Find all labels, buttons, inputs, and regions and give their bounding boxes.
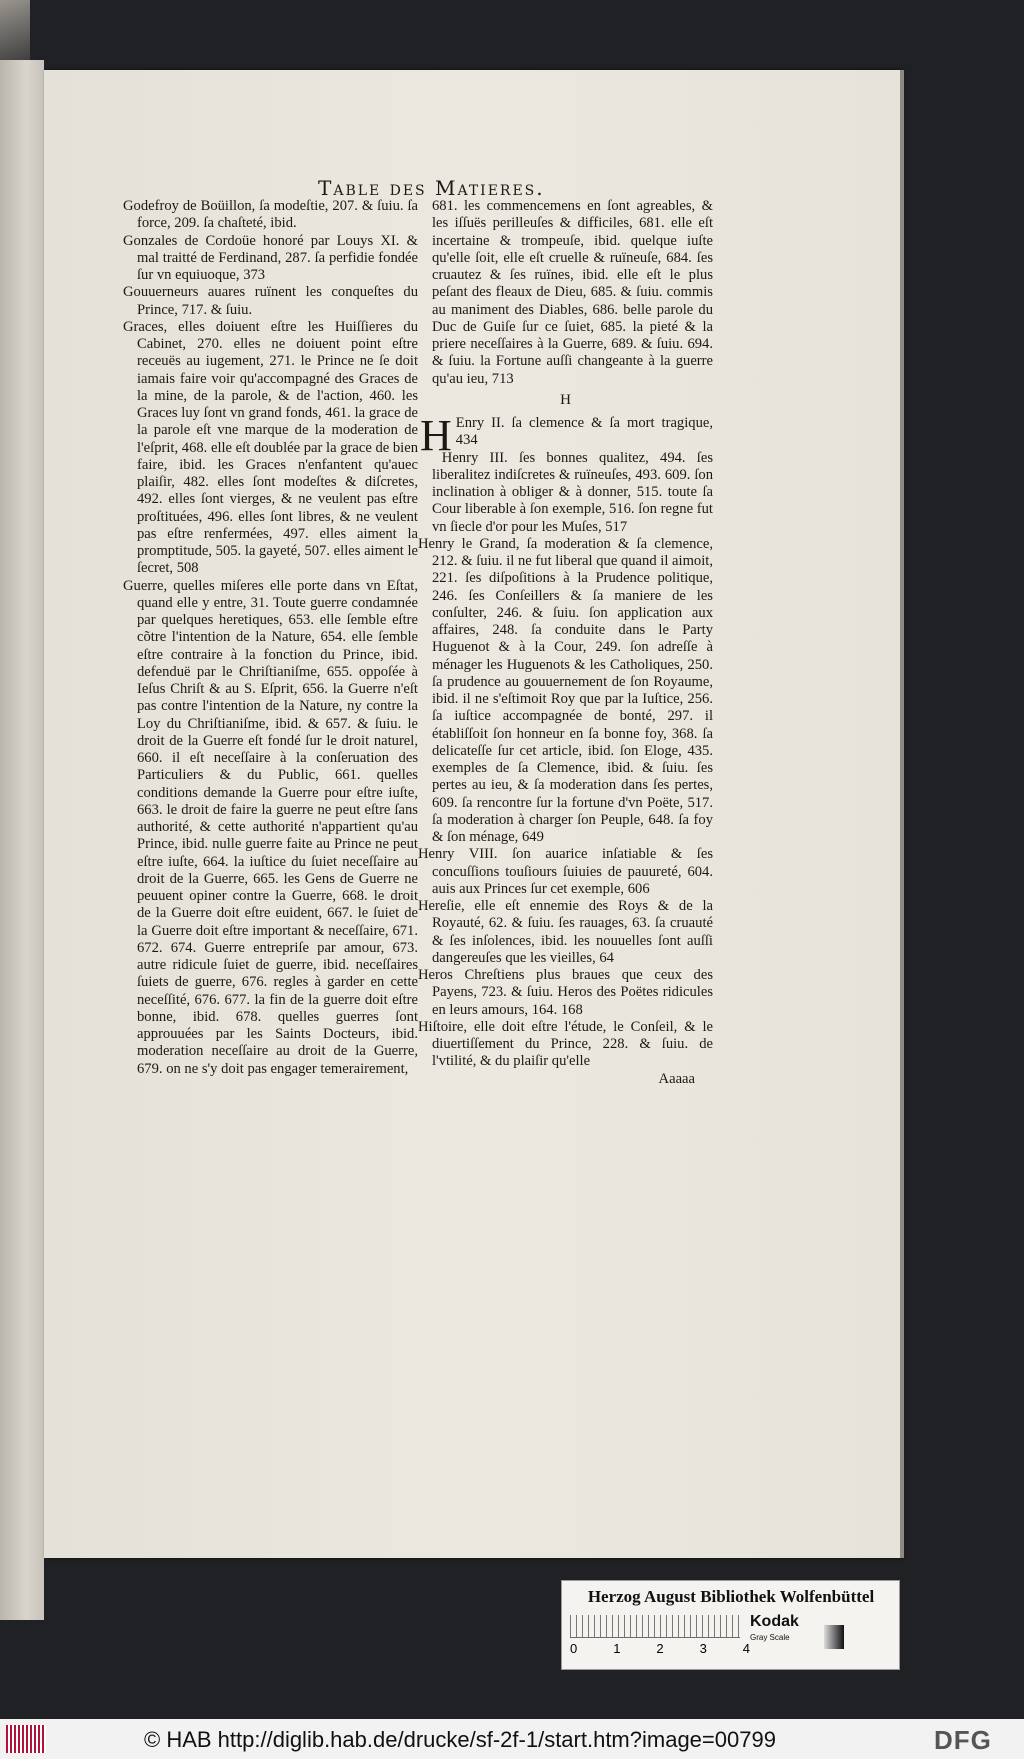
index-entry: Guerre, quelles miſeres elle porte dans vn Eſtat, quand elle y entre, 31. Toute guerre condamnée par quelques heretiques, 653. elle ſemble eſtre cõtre l'intention de la Nature, 654. elle ſemble eſtre contraire à la fonction du Prince, ibid. defenduë par le Chriſtianiſme, 655. oppoſée à Ieſus Chriſt & au S. Eſprit, 656. la Guerre n'eſt pas contre l'intention de la Nature, ny contre la Loy du Chriſtianiſme, ibid. & 657. & ſuiu. le droit de la Guerre eſt fondé ſur le droit naturel, 660. il eſt neceſſaire à la conſeruation des Particuliers & du Public, 661. quelles conditions demande la Guerre pour eſtre iuſte, 663. le droit de faire la guerre ne peut eſtre ſans authorité, & cette authorité n'appartient qu'au Prince, ibid. nulle guerre faite au Prince ne peut eſtre iuſte, 664. la iuſtice du ſuiet neceſſaire au droit de la Guerre, 665. les Gens de Guerre ne peuuent opiner contre la Guerre, 668. le droit de la Guerre doit eſtre euident, 667. le ſuiet de la Guerre doit eſtre important & neceſſaire, 671. 672. 674. Guerre entrepriſe par amour, 673. autre ridicule ſuiet de guerre, ibid. neceſſaires ſuiets de guerre, 676. regles à garder en cette neceſſité, 676. 677. la fin de la guerre doit eſtre bonne, ibid. 678. quelles guerres ſont approuuées par les Saints Docteurs, ibid. moderation neceſſaire au droit de la Guerre, 679. on ne s'y doit pas engager temerairement,	[123, 577, 418, 1077]
footer-bar	[0, 1719, 1024, 1759]
dfg-logo: DFG	[934, 1725, 992, 1755]
index-entry: Henry VIII. ſon auarice inſatiable & ſes concuſſions touſiours ſuiuies de pauureté, 604. auis aux Princes ſur cet exemple, 606	[418, 846, 713, 897]
back-leaf	[0, 60, 44, 1620]
grayscale-label: Gray Scale	[750, 1633, 790, 1642]
scale-number: 3	[699, 1641, 707, 1656]
scale-number: 4	[742, 1641, 750, 1656]
scale-number: 0	[570, 1641, 578, 1656]
index-entry: Henry le Grand, ſa moderation & ſa clemence, 212. & ſuiu. il ne fut liberal que quand il aimoit, 221. ſes diſpoſitions à la Prudence politique, 246. ſes Conſeillers & ſa maniere de les conſulter, 246. & ſuiu. ſon application aux affaires, 248. ſa conduite dans le Party Huguenot & à la Cour, 249. ſon adreſſe à ménager les Huguenots & les Catholiques, 250. ſa prudence au gouuernement de ſon Royaume, ibid. il ne s'eſtimoit Roy que par la Iuſtice, 256. ſa iuſtice accompagnée de bonté, 297. il établiſſoit ſon honneur en ſa bonne foy, 368. ſa delicateſſe ſur cet article, ibid. ſon Eloge, 435. exemples de ſa Clemence, ibid. & ſuiu. ſes pertes au ieu, & ſa moderation dans ſes pertes, 609. ſa rencontre ſur la fortune d'vn Poëte, 517. ſa moderation à charger ſon Peuple, 648. ſa foy & ſon ménage, 649	[418, 535, 713, 845]
index-entry-dropcap	[418, 411, 713, 460]
scale-numbers	[570, 1641, 750, 1656]
index-entry: Graces, elles doiuent eſtre les Huiſſieres du Cabinet, 270. elles ne doiuent point eſtre receuës au iugement, 271. le Prince ne ſe doit iamais faire voir qu'accompagné des Graces de la mine, de la parole, & de l'action, 460. les Graces luy ſont vn grand fonds, 461. la grace de la parole eſt vne marque de la moderation de l'eſprit, 468. elle eſt doublée par la grace de bien faire, ibid. les Graces n'enfantent qu'auec plaiſir, 482. elles ſont modeſtes & diſcretes, 492. elles ſont vierges, & ne veulent pas eſtre proſtituées, 496. elles ſont libres, & ne veulent pas eſtre renfermées, 497. elles aiment la promptitude, 505. la gayeté, 507. elles aiment le ſecret, 508	[123, 318, 419, 577]
dropcap-entry-text: Enry II. ſa clemence & ſa mort tragique, 434	[455, 415, 713, 449]
index-entry: Hiſtoire, elle doit eſtre l'étude, le Conſeil, & le diuertiſſement du Prince, 228. & ſuiu. de l'vtilité, & du plaiſir qu'elle	[418, 1018, 713, 1070]
index-entry: Henry III. ſes bonnes qualitez, 494. ſes liberalitez indiſcretes & ruïneuſes, 493. 609. ſon inclination à obliger & à donner, 515. toute ſa Cour liberable à ſon exemple, 516. ſon regne fut vn ſiecle d'or pour les Muſes, 517	[432, 449, 713, 535]
index-entry-continuation: 681. les commencemens en ſont agreables, & les iſſuës perilleuſes & difficiles, 681. elle eſt incertaine & trompeuſe, ibid. quelque iuſte qu'elle ſoit, elle eſt cruelle & ruïneuſe, 684. ſes cruautez & ſes ruïnes, ibid. elle eſt le plus peſant des fleaux de Dieu, 685. & ſuiu. commis au maniment des Diables, 686. belle parole du Duc de Guiſe ſur ce ſuiet, 685. la pieté & la priere neceſſaires à la Guerre, 689. & ſuiu. 694. & ſuiu. la Fortune auſſi changeante à la guerre qu'au ieu, 713	[432, 198, 713, 387]
page-header: Table des Matieres.	[318, 176, 545, 200]
scale-number: 1	[613, 1641, 621, 1656]
library-name: Herzog August Bibliothek Wolfenbüttel	[587, 1587, 875, 1606]
index-entry: Hereſie, elle eſt ennemie des Roys & de la Royauté, 62. & ſuiu. ſes rauages, 63. ſa cruauté & ſes inſolences, ibid. les nouuelles ſont auſſi dangereuſes que les vieilles, 64	[418, 898, 713, 966]
ruler-scale	[570, 1615, 740, 1638]
page-edge	[900, 70, 904, 1558]
kodak-label: Kodak	[750, 1613, 799, 1630]
barcode-icon	[6, 1725, 46, 1753]
catchword: Aaaaa	[658, 1070, 695, 1087]
back-leaf-top	[0, 0, 30, 64]
drop-cap: H	[420, 411, 452, 460]
index-entry: Gonzales de Cordoüe honoré par Louys XI. & mal traitté de Ferdinand, 287. ſa perfidie fondée ſur vn equiuoque, 373	[123, 232, 418, 283]
right-column	[418, 198, 713, 1088]
scale-number: 2	[656, 1641, 664, 1656]
left-column	[123, 198, 418, 1078]
index-entry: Godefroy de Boüillon, ſa modeſtie, 207. & ſuiu. ſa force, 209. ſa chaſteté, ibid.	[123, 198, 418, 232]
library-card	[561, 1580, 900, 1670]
grayscale-patch	[824, 1625, 844, 1649]
index-entry: Gouuerneurs auares ruïnent les conqueſtes du Prince, 717. & ſuiu.	[123, 284, 418, 318]
index-entry: Heros Chreſtiens plus braues que ceux des Payens, 723. & ſuiu. Heros des Poëtes ridicules en leurs amours, 164. 168	[418, 967, 713, 1018]
section-letter: H	[560, 391, 571, 408]
footer-url-link[interactable]: © HAB http://diglib.hab.de/drucke/sf-2f-1/start.htm?image=00799	[144, 1727, 776, 1752]
